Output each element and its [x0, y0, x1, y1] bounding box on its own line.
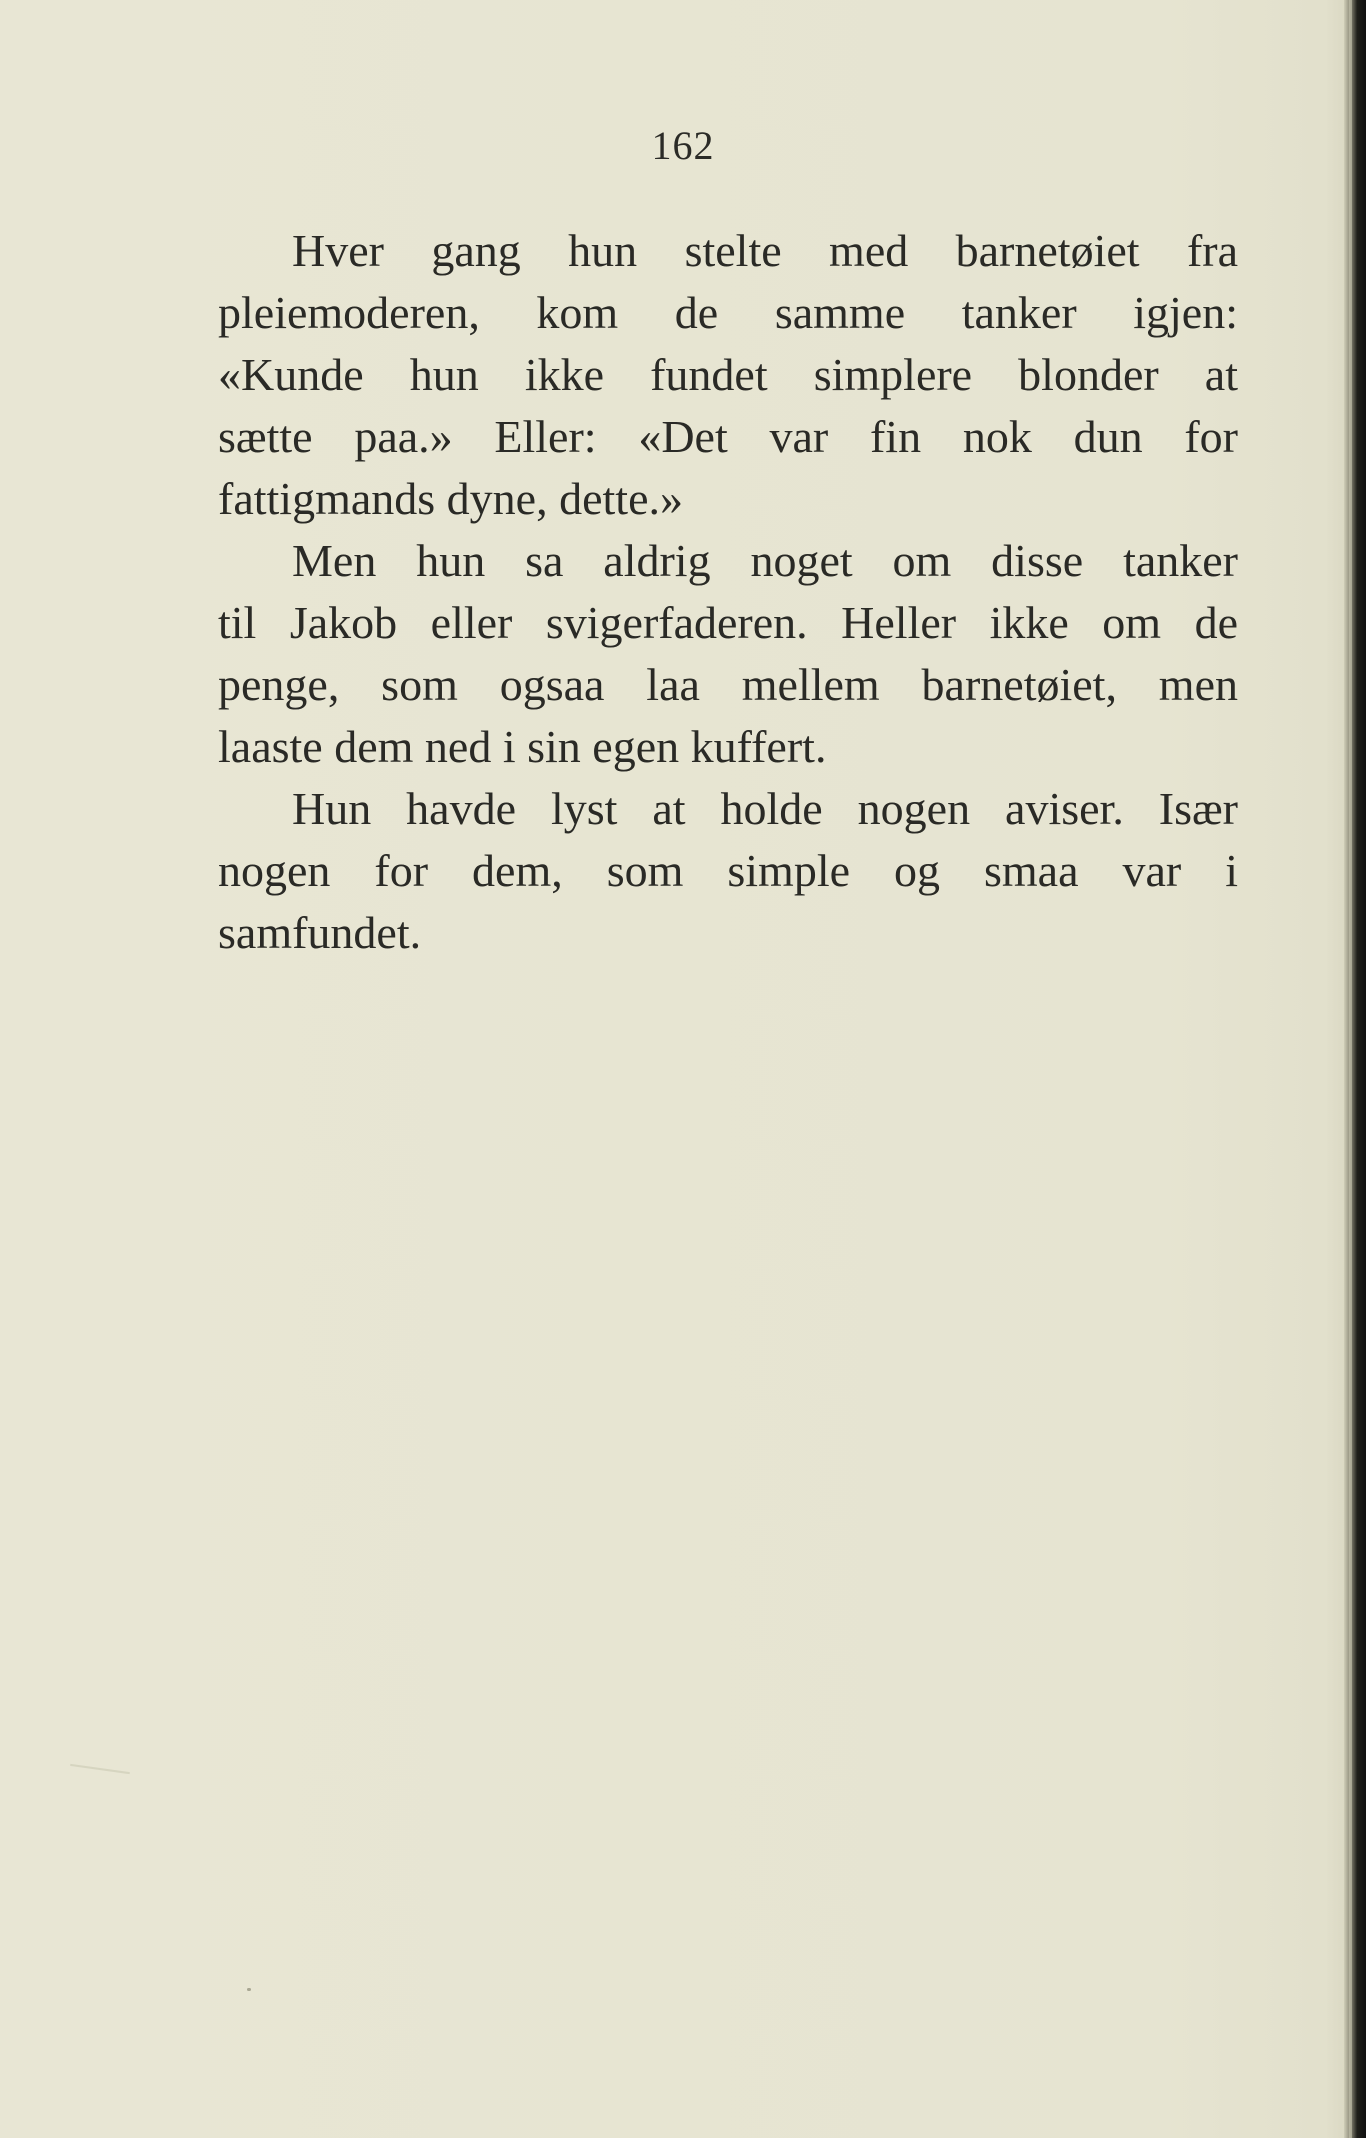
text-line: til Jakob eller svigerfaderen. Heller ikke om de: [218, 597, 1238, 648]
text-line: laaste dem ned i sin egen kuffert.: [218, 721, 827, 772]
spine-highlight: [1349, 0, 1352, 2138]
text-line: penge, som ogsaa laa mellem barnetøiet, men: [218, 659, 1238, 710]
book-spine-edge: [1344, 0, 1366, 2138]
text-line: nogen for dem, som simple og smaa var i: [218, 845, 1238, 896]
body-text: [218, 220, 1238, 964]
text-line: Men hun sa aldrig noget om disse tanker: [292, 535, 1238, 586]
text-line: «Kunde hun ikke fundet simplere blonder at: [218, 349, 1238, 400]
paragraph-3: [218, 778, 1238, 964]
text-line: Hver gang hun stelte med barnetøiet fra: [292, 225, 1238, 276]
text-line: Hun havde lyst at holde nogen aviser. Især: [292, 783, 1238, 834]
paper-smudge: [70, 1764, 130, 1774]
text-line: sætte paa.» Eller: «Det var fin nok dun for: [218, 411, 1238, 462]
paragraph-2: [218, 530, 1238, 778]
text-line: fattigmands dyne, dette.»: [218, 473, 683, 524]
paper-speck: [247, 1988, 251, 1991]
page-number: 162: [651, 123, 715, 168]
text-line: samfundet.: [218, 907, 422, 958]
text-line: pleiemoderen, kom de samme tanker igjen:: [218, 287, 1238, 338]
paragraph-1: [218, 220, 1238, 530]
